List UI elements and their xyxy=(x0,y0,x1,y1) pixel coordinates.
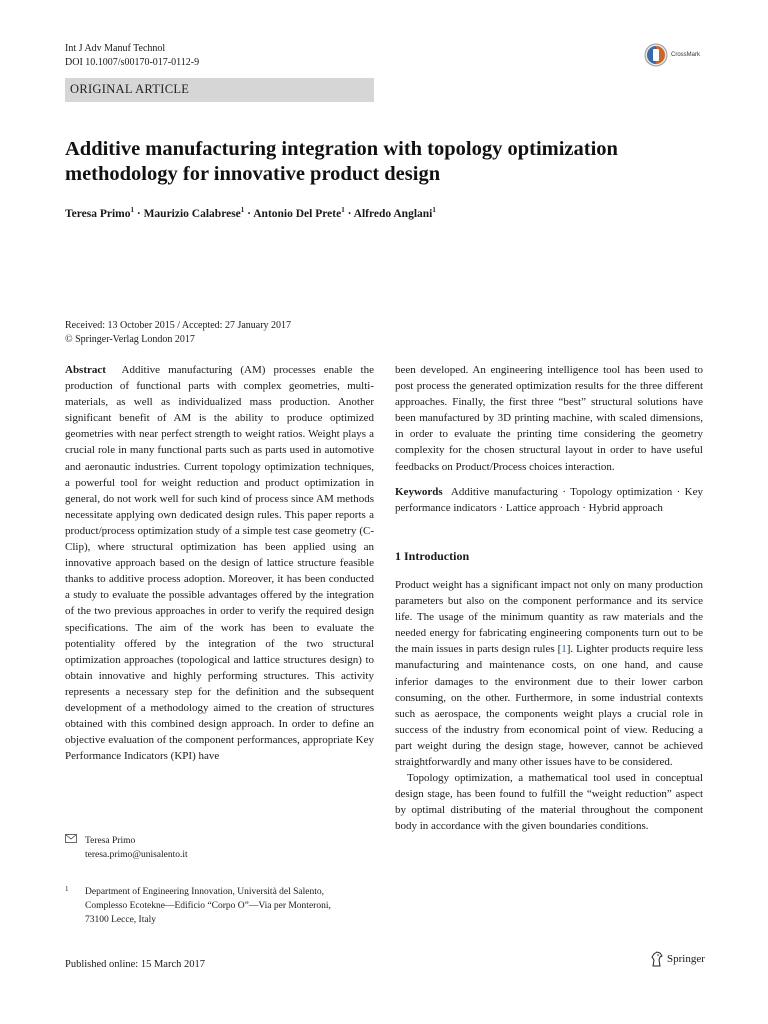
intro-text: Product weight has a significant impact not only on many production parameters but also on the component performance and its service life. The usage of the minimum quantity as raw materials and the needed energy for fabricating engineering components turn out to be the main issues in parts design rules [ xyxy=(395,578,703,656)
keywords-text: Additive manufacturing · Topology optimization · Key performance indicators · Lattice approach · Hybrid approach xyxy=(395,485,703,514)
right-column xyxy=(395,362,703,834)
affil-line: 73100 Lecce, Italy xyxy=(85,915,156,925)
author-affil: 1 xyxy=(240,206,245,214)
envelope-icon xyxy=(65,834,77,843)
keywords-label: Keywords xyxy=(395,485,443,498)
author-separator: · xyxy=(247,207,251,220)
doi[interactable]: DOI 10.1007/s00170-017-0112-9 xyxy=(65,57,200,68)
keywords-paragraph xyxy=(395,484,703,516)
intro-paragraph-2: Topology optimization, a mathematical tool used in conceptual design stage, has been found to fulfill the “weight reduction” aspect by optimal distributing of the material throughout the component body in accordance with the given boundaries conditions. xyxy=(395,772,703,833)
journal-name: Int J Adv Manuf Technol xyxy=(65,43,166,54)
corr-name: Teresa Primo xyxy=(85,836,136,846)
author-separator: · xyxy=(136,207,141,220)
affiliation xyxy=(65,885,331,927)
corr-email[interactable]: teresa.primo@unisalento.it xyxy=(85,850,188,860)
intro-text: ]. Lighter products require less manufacturing and maintenance costs, on one hand, and cause inferior damages to the environment due to their lower carbon consuming, on the other. Furthermore, in some industrial contexts such as aerospace, the components weight plays a crucial role in success of the industry from economical point of view. Reducing a part weight during the design stage, however, cannot be achieved straightforwardly and many other issues have to be considered. xyxy=(395,643,703,768)
author-affil: 1 xyxy=(341,206,345,214)
crossmark-badge[interactable] xyxy=(644,42,706,68)
publisher-logo[interactable] xyxy=(650,951,705,967)
intro-paragraph-1 xyxy=(395,577,703,770)
affil-line: Department of Engineering Innovation, Università del Salento, xyxy=(85,887,325,897)
received-accepted: Received: 13 October 2015 / Accepted: 27 January 2017 xyxy=(65,320,292,331)
author-name[interactable]: Alfredo Anglani xyxy=(353,207,433,220)
abstract-paragraph xyxy=(65,362,374,764)
crossmark-label: CrossMark xyxy=(671,52,701,58)
author-separator: · xyxy=(347,207,352,220)
left-column xyxy=(65,362,374,764)
corresponding-author xyxy=(65,834,188,862)
article-dates xyxy=(65,319,291,346)
springer-horse-icon xyxy=(650,951,664,967)
author-name[interactable]: Antonio Del Prete xyxy=(253,207,342,220)
article-title: Additive manufacturing integration with topology optimization methodology for innovative product design xyxy=(65,138,618,185)
published-online: Published online: 15 March 2017 xyxy=(65,959,205,970)
abstract-text-left: Additive manufacturing (AM) processes enable the production of functional parts with complex geometries, multi-materials, as well as individualized mass production. Another significant benefit of AM is the ability to produce optimized geometries with near perfect strength to weight ratios. Weight plays a crucial role in many functional parts such as parts used in automotive and aeronautic industries. Current topology optimization techniques, a powerful tool for weight reduction and product optimization in general, do not work well for such kind of process since AM methods necessitate applying own dedicated design rules. This paper reports a product/process optimization study of a simple test case geometry (C-Clip), where structural optimization has been applied using an innovative approach based on the design of lattice structure feasible thanks to additive process adoption. Moreover, it has been conducted a study to evaluate the possible advantages offered by the integration of the two previous approaches in order to verify the required design specifications. The aim of the work has been to evaluate the potentiality offered by the integration of the two structural optimization approaches (topological and lattice structures design) to obtain innovative and highly performing structures. This activity represents a necessary step for the definition and the subsequent development of a methodology aimed to the creation of structures obtained with this combined design approach. In order to define an objective evaluation of the component performances, appropriate Key Performance Indicators (KPI) have xyxy=(65,364,374,763)
abstract-label: Abstract xyxy=(65,364,106,376)
publisher-name: Springer xyxy=(667,953,705,965)
abstract-continued: been developed. An engineering intelligence tool has been used to post process the generated optimization results for the three different approaches. Finally, the first three “best” structural solutions have been manufactured by 3D printing machine, with scaled dimensions, in order to evaluate the printing time considering the geometry complexity for the chosen structural layout in order to have useful feedbacks on Product/Process choices interaction. xyxy=(395,364,703,473)
crossmark-icon xyxy=(644,43,668,67)
copyright: © Springer-Verlag London 2017 xyxy=(65,333,195,345)
affil-line: Complesso Ecotekne—Edificio “Corpo O”—Via per Monteroni, xyxy=(85,901,331,911)
author-name[interactable]: Teresa Primo xyxy=(65,207,131,220)
article-type-banner: ORIGINAL ARTICLE xyxy=(65,78,374,102)
author-affil: 1 xyxy=(432,206,436,214)
author-list xyxy=(65,206,436,220)
author-name[interactable]: Maurizio Calabrese xyxy=(143,207,241,220)
section-heading-introduction: 1 Introduction xyxy=(395,548,470,563)
journal-header xyxy=(65,42,199,70)
affil-number: 1 xyxy=(65,885,69,893)
author-affil: 1 xyxy=(130,206,134,214)
citation-link[interactable]: 1 xyxy=(561,643,567,656)
